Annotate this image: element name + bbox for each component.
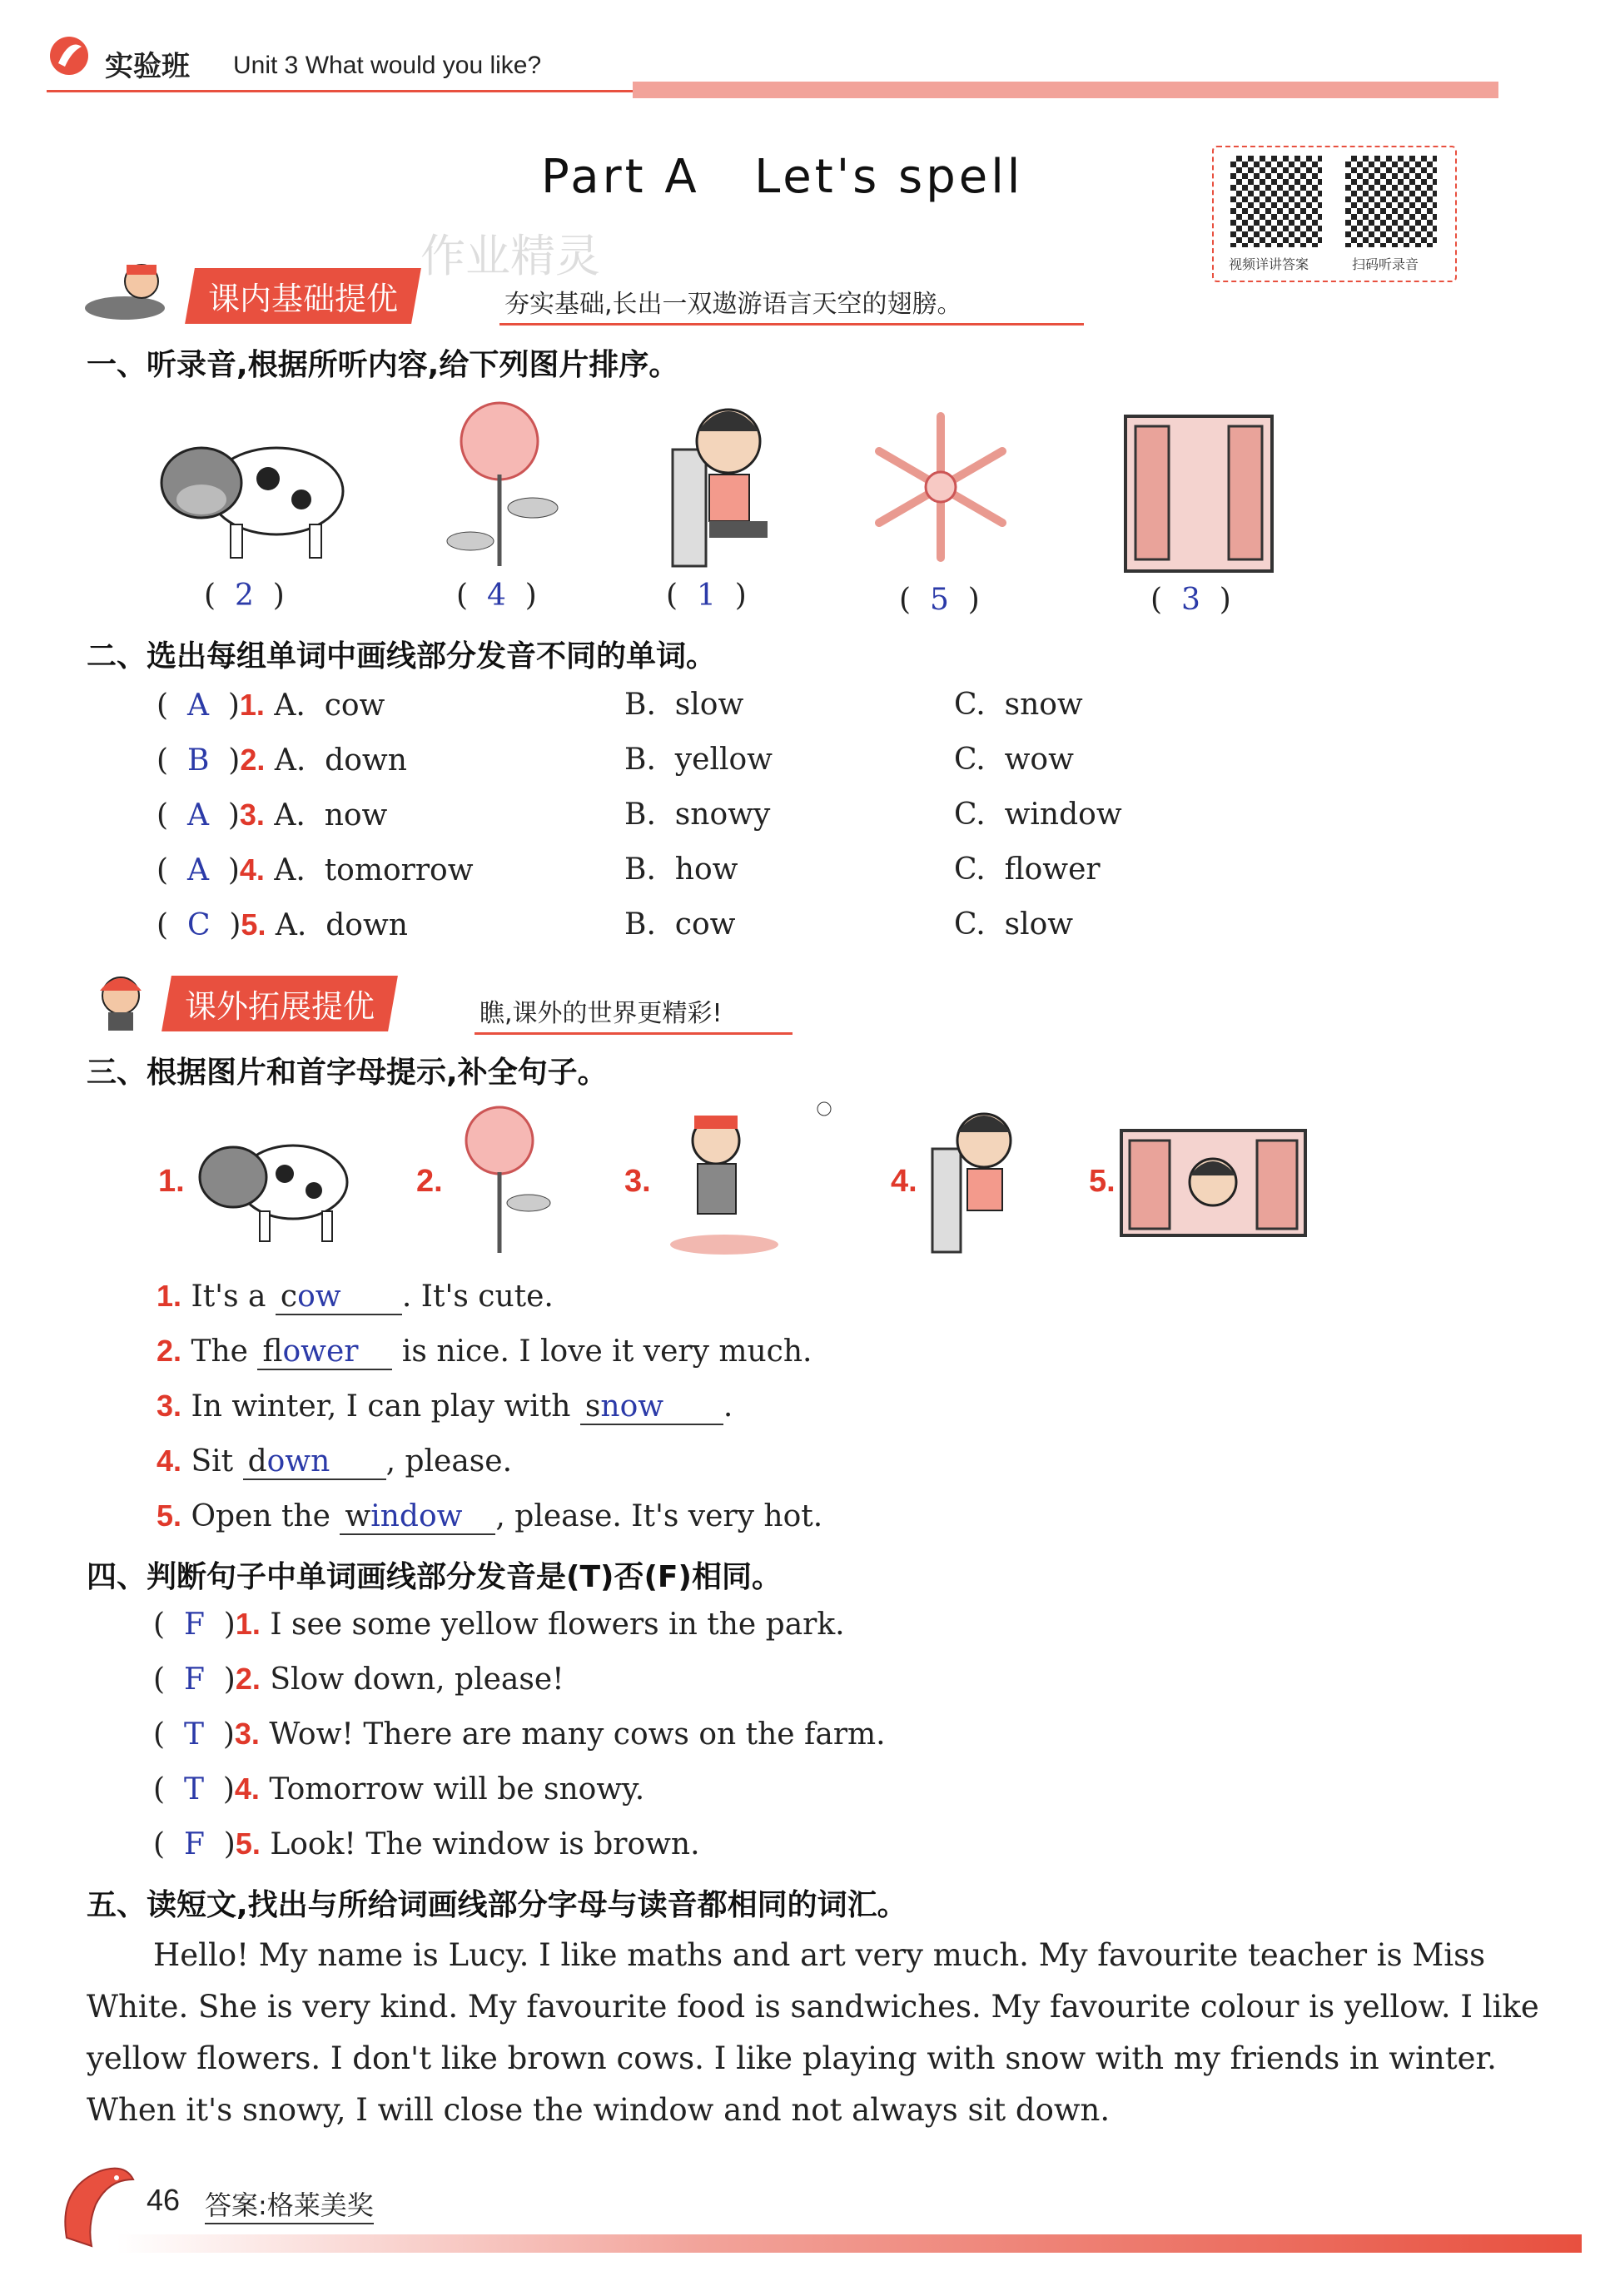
s2-row-5: ( C )5. A. down [157, 907, 408, 942]
s4-row-2: ( F )2. Slow down, please! [153, 1662, 564, 1697]
s3-picture-label-4: 4. [891, 1164, 917, 1199]
boy-sitting-icon [924, 1099, 1032, 1257]
s2-row-3-c: C. window [954, 798, 1122, 832]
s3-sentence-5: 5. Open the window , please. It's very hot. [157, 1498, 823, 1533]
order-answer-5: ( 3 ) [1150, 583, 1231, 617]
s3-picture-label-1: 1. [158, 1164, 185, 1199]
s4-row-1: ( F )1. I see some yellow flowers in the park. [153, 1607, 845, 1642]
header-logo [48, 35, 90, 77]
qr-code-audio[interactable] [1345, 156, 1437, 247]
s2-row-2: ( B )2. A. down [157, 743, 407, 778]
mascot-girl-icon [83, 966, 158, 1032]
s2-row-2-b: B. yellow [624, 743, 773, 777]
boy-sitting-icon [658, 391, 783, 574]
s2-row-1-c: C. snow [954, 688, 1083, 722]
qr-caption-video: 视频详讲答案 [1229, 256, 1309, 272]
s3-picture-cow [193, 1116, 351, 1252]
banner-extended [161, 976, 398, 1031]
s5-line-4: When it's snowy, I will close the window and not always sit down. [87, 2092, 1111, 2128]
s5-passage [87, 1930, 1539, 2136]
header-band [633, 82, 1498, 98]
header-brand: 实验班 [105, 50, 190, 83]
s2-row-3-b: B. snowy [624, 798, 771, 832]
cow-icon [193, 1116, 351, 1249]
qr-panel [1212, 146, 1457, 282]
s3-picture-snow-boy [666, 1099, 832, 1260]
footer-answer: 答案:格莱美奖 [205, 2184, 374, 2224]
qr-caption-audio: 扫码听录音 [1352, 256, 1419, 272]
window-icon [1124, 415, 1274, 573]
s2-row-4: ( A )4. A. tomorrow [157, 852, 474, 887]
qr-code-video[interactable] [1230, 156, 1322, 247]
section4-heading: 四、判断句子中单词画线部分发音是(T)否(F)相同。 [87, 1560, 782, 1594]
order-answer-3: ( 1 ) [666, 579, 747, 613]
s3-picture-window-girl [1120, 1129, 1307, 1240]
s3-sentence-4: 4. Sit down , please. [157, 1444, 513, 1478]
section3-heading: 三、根据图片和首字母提示,补全句子。 [87, 1056, 608, 1090]
s5-line-2: White. She is very kind. My favourite food is sandwiches. My favourite colour is yellow. I like [87, 1989, 1539, 2025]
banner-extended-slogan: 瞧,课外的世界更精彩! [475, 992, 793, 1035]
s5-line-3: yellow flowers. I don't like brown cows. I like playing with snow with my friends in winter. [87, 2040, 1497, 2076]
banner-basic-label: 课内基础提优 [208, 281, 399, 317]
picture-boy-chair [658, 391, 783, 578]
banner-extended-label: 课外拓展提优 [185, 988, 375, 1025]
s3-sentence-3: 3. In winter, I can play with snow . [157, 1389, 733, 1424]
section1-heading: 一、听录音,根据所听内容,给下列图片排序。 [87, 348, 679, 382]
boy-snowball-icon [666, 1099, 832, 1257]
watermark: 作业精灵 [420, 230, 600, 282]
mascot-boy-icon [83, 258, 175, 325]
window-girl-icon [1120, 1129, 1307, 1237]
s3-picture-rose [450, 1099, 558, 1260]
picture-window [1124, 415, 1274, 576]
order-answer-2: ( 4 ) [456, 579, 537, 613]
s3-sentence-2: 2. The flower is nice. I love it very much. [157, 1334, 812, 1369]
snowflake-icon [866, 408, 1016, 566]
section2-heading: 二、选出每组单词中画线部分发音不同的单词。 [87, 639, 717, 673]
header-unit: Unit 3 What would you like? [233, 52, 542, 79]
s4-row-4: ( T )4. Tomorrow will be snowy. [153, 1772, 645, 1806]
s3-sentence-1: 1. It's a cow . It's cute. [157, 1279, 554, 1314]
s3-picture-label-5: 5. [1089, 1164, 1116, 1199]
s2-row-3: ( A )3. A. now [157, 798, 388, 832]
order-answer-1: ( 2 ) [204, 579, 285, 613]
banner-basic [185, 268, 421, 324]
picture-rose [441, 391, 574, 578]
s2-row-4-b: B. how [624, 852, 738, 887]
s5-line-1: Hello! My name is Lucy. I like maths and art very much. My favourite teacher is Miss [153, 1937, 1486, 1973]
page-title: Part A Let's spell [541, 150, 1024, 204]
order-answer-4: ( 5 ) [899, 583, 980, 617]
rose-icon [441, 391, 574, 574]
s2-row-5-c: C. slow [954, 907, 1074, 942]
picture-cow [152, 408, 351, 569]
s4-row-3: ( T )3. Wow! There are many cows on the farm. [153, 1717, 886, 1752]
s2-row-1-b: B. slow [624, 688, 744, 722]
s4-row-5: ( F )5. Look! The window is brown. [153, 1826, 700, 1861]
banner-basic-slogan: 夯实基础,长出一双遨游语言天空的翅膀。 [499, 283, 1084, 326]
s2-row-1: ( A )1. A. cow [157, 688, 385, 723]
section5-heading: 五、读短文,找出与所给词画线部分字母与读音都相同的词汇。 [87, 1888, 907, 1922]
logo-icon [48, 35, 90, 77]
s2-row-4-c: C. flower [954, 852, 1101, 887]
footer-band [117, 2234, 1582, 2253]
rose-icon [450, 1099, 558, 1257]
footer-page-number: 46 [147, 2183, 181, 2217]
s2-row-5-b: B. cow [624, 907, 736, 942]
cow-icon [152, 408, 351, 566]
s3-picture-label-2: 2. [416, 1164, 443, 1199]
s3-picture-label-3: 3. [624, 1164, 651, 1199]
s2-row-2-c: C. wow [954, 743, 1074, 777]
s3-picture-boy-chair [924, 1099, 1032, 1260]
picture-snowflake [866, 408, 1016, 569]
